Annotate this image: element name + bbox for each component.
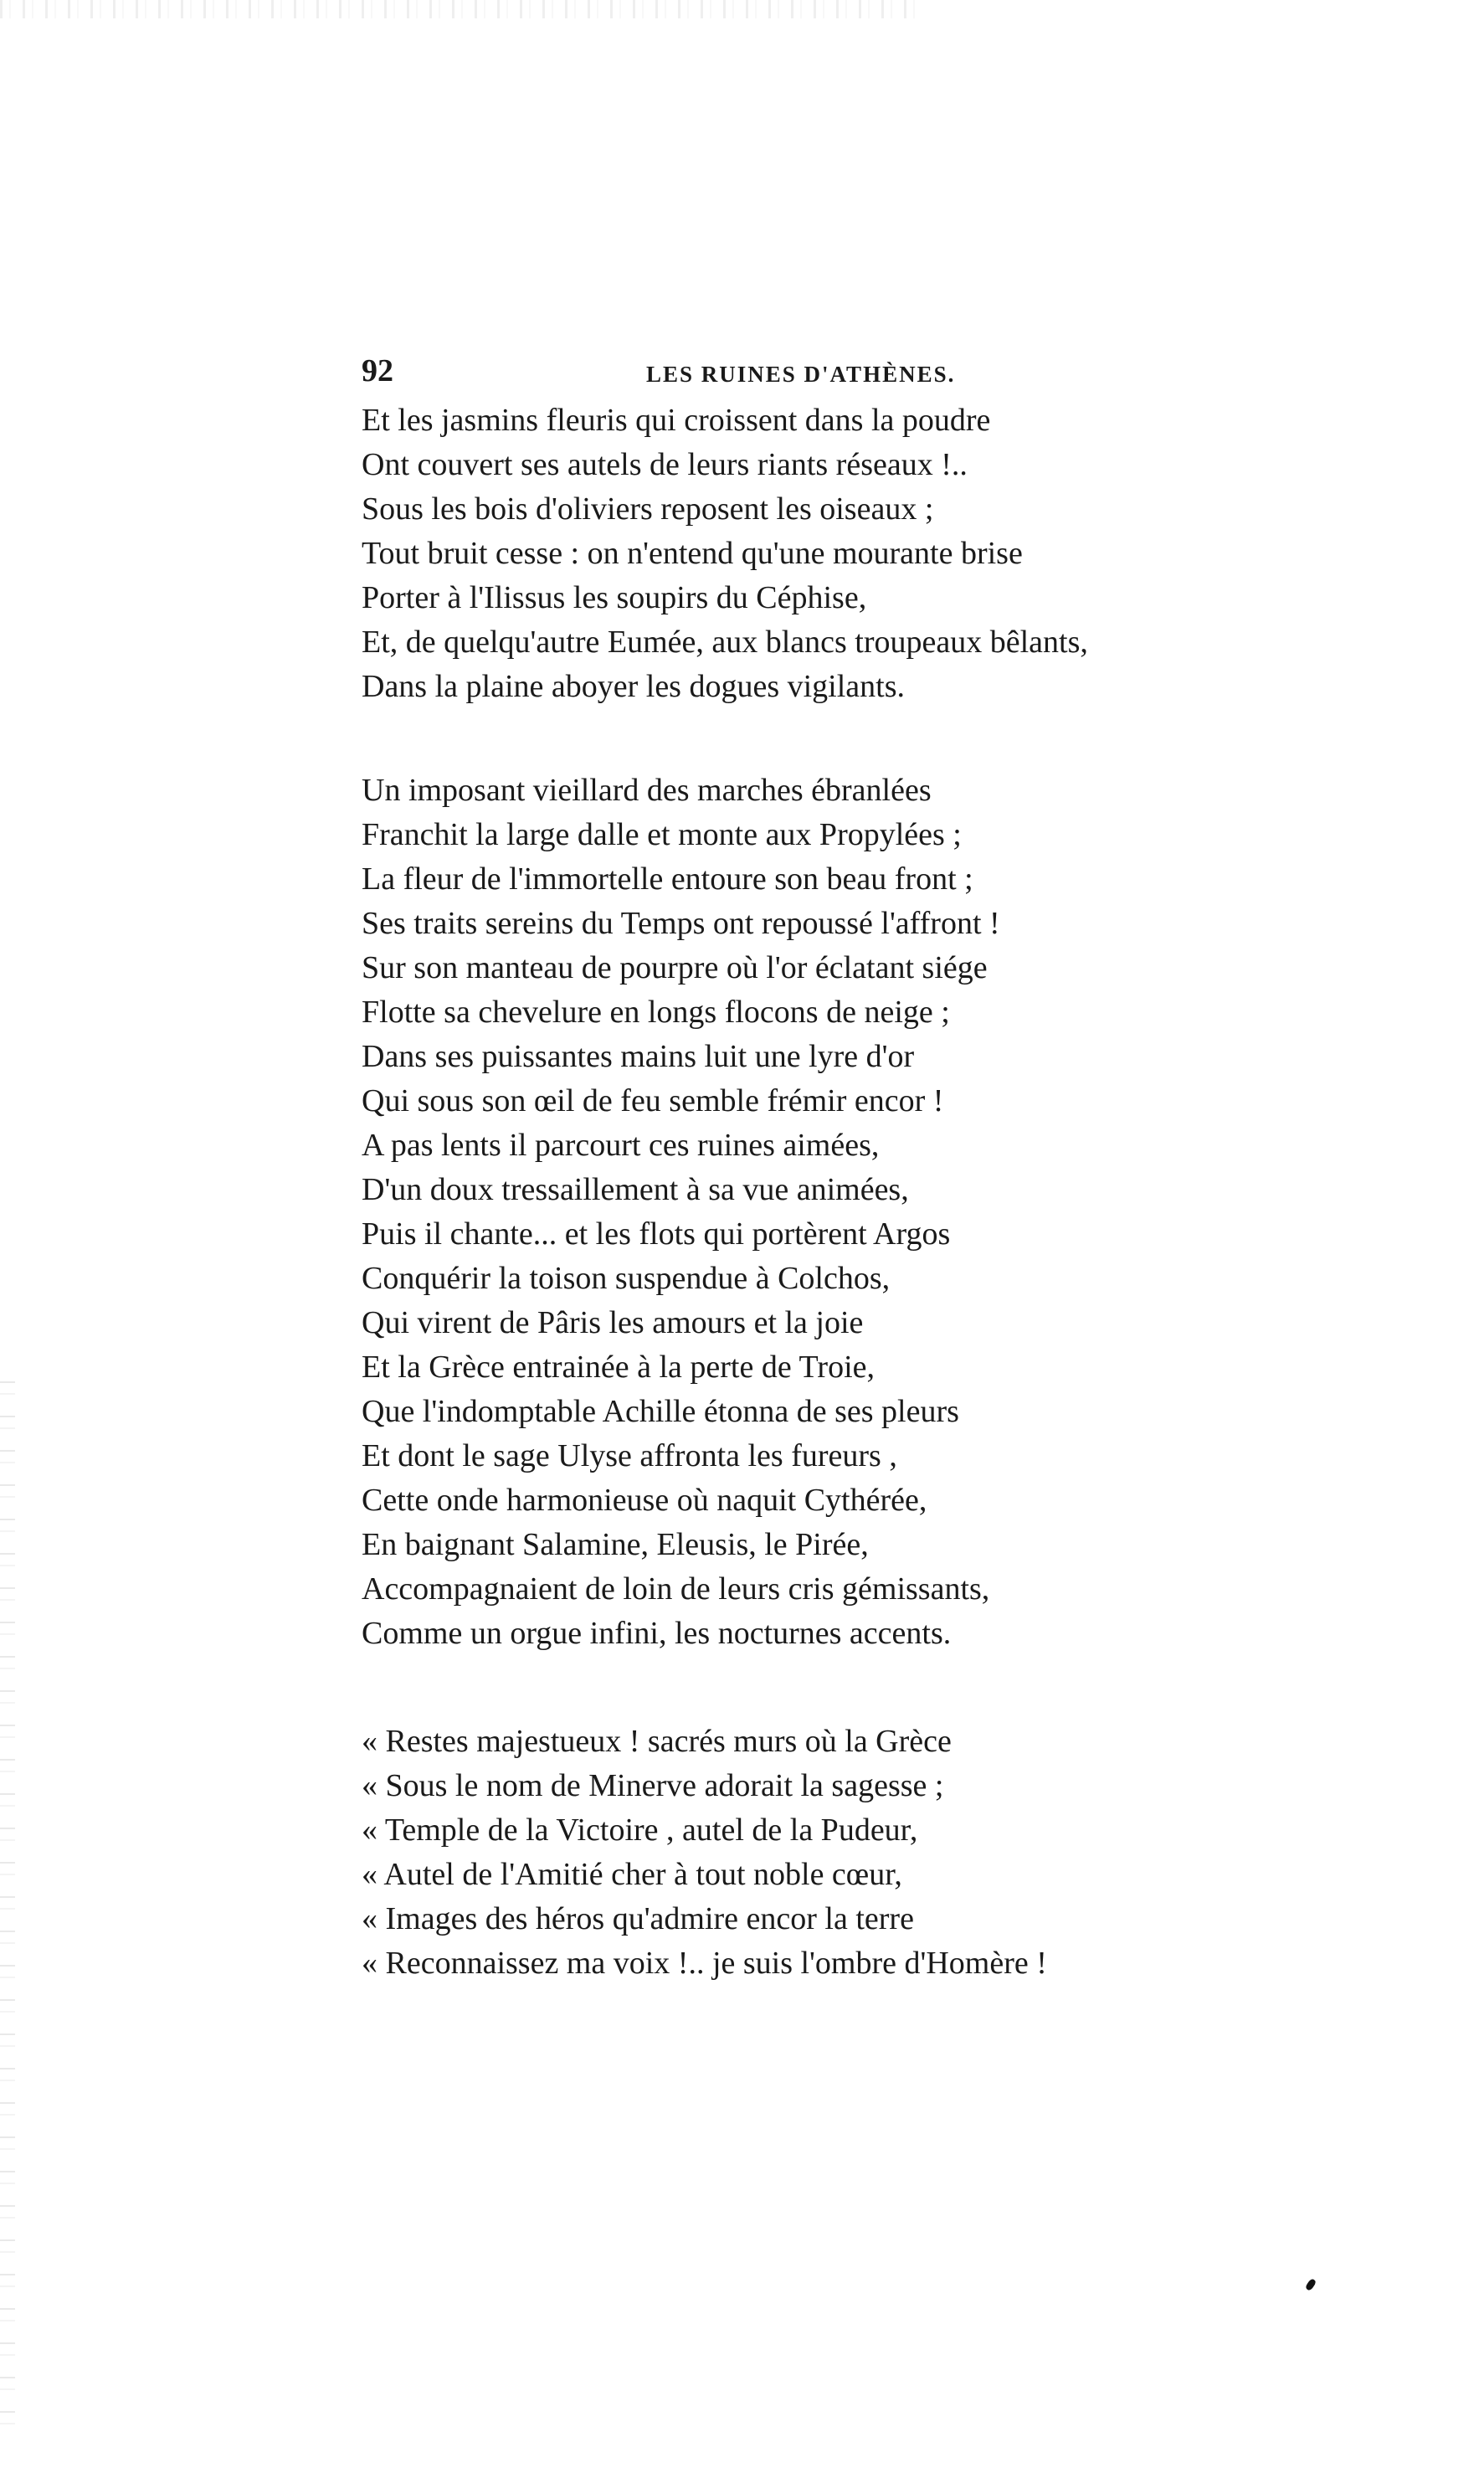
ink-speck [1305, 2278, 1317, 2291]
stanza-3 [362, 1720, 1366, 1986]
verse-line: Tout bruit cesse : on n'entend qu'une mourante brise [362, 536, 1023, 571]
verse-line: Cette onde harmonieuse où naquit Cythérée, [362, 1483, 927, 1518]
verse-line: Flotte sa chevelure en longs flocons de neige ; [362, 995, 950, 1030]
verse-line: « Autel de l'Amitié cher à tout noble cœur, [362, 1857, 902, 1892]
verse-line: Et dont le sage Ulyse affronta les fureurs , [362, 1438, 897, 1473]
verse-line: Dans ses puissantes mains luit une lyre d'or [362, 1039, 915, 1074]
verse-line: Ont couvert ses autels de leurs riants réseaux !.. [362, 447, 968, 482]
verse-line: « Sous le nom de Minerve adorait la sagesse ; [362, 1768, 944, 1803]
stanza-2 [362, 769, 1366, 1656]
stanza-1 [362, 398, 1366, 709]
page-number: 92 [362, 353, 393, 388]
verse-line: Qui virent de Pâris les amours et la joie [362, 1305, 864, 1340]
verse-line: Dans la plaine aboyer les dogues vigilants. [362, 669, 906, 704]
running-title: LES RUINES D'ATHÈNES. [646, 362, 956, 387]
verse-line: La fleur de l'immortelle entoure son beau front ; [362, 861, 973, 897]
verse-line: Que l'indomptable Achille étonna de ses pleurs [362, 1394, 959, 1429]
verse-line: A pas lents il parcourt ces ruines aimées, [362, 1128, 880, 1163]
verse-line: Qui sous son œil de feu semble frémir encor ! [362, 1083, 944, 1118]
scan-noise-top [0, 0, 921, 18]
verse-line: Comme un orgue infini, les nocturnes accents. [362, 1616, 952, 1651]
verse-line: Porter à l'Ilissus les soupirs du Céphise, [362, 580, 867, 615]
verse-line: Puis il chante... et les flots qui portèrent Argos [362, 1216, 951, 1252]
verse-line: D'un doux tressaillement à sa vue animées, [362, 1172, 909, 1207]
scan-noise-left [0, 1381, 15, 2428]
verse-line: Franchit la large dalle et monte aux Propylées ; [362, 817, 962, 852]
verse-line: Et, de quelqu'autre Eumée, aux blancs troupeaux bêlants, [362, 625, 1088, 660]
verse-line: « Temple de la Victoire , autel de la Pudeur, [362, 1812, 918, 1848]
verse-line: Conquérir la toison suspendue à Colchos, [362, 1261, 891, 1296]
verse-line: Sous les bois d'oliviers reposent les oiseaux ; [362, 491, 934, 527]
verse-line: En baignant Salamine, Eleusis, le Pirée, [362, 1527, 869, 1562]
verse-line: Et la Grèce entrainée à la perte de Troie, [362, 1350, 875, 1385]
verse-line: « Reconnaissez ma voix !.. je suis l'ombre d'Homère ! [362, 1946, 1047, 1981]
verse-line: « Images des héros qu'admire encor la terre [362, 1901, 914, 1936]
verse-line: Ses traits sereins du Temps ont repoussé l'affront ! [362, 906, 1000, 941]
verse-line: « Restes majestueux ! sacrés murs où la Grèce [362, 1724, 952, 1759]
verse-line: Sur son manteau de pourpre où l'or éclatant siége [362, 950, 988, 985]
page-header [362, 350, 998, 392]
verse-line: Et les jasmins fleuris qui croissent dans la poudre [362, 403, 991, 438]
verse-line: Un imposant vieillard des marches ébranlées [362, 773, 932, 808]
verse-line: Accompagnaient de loin de leurs cris gémissants, [362, 1571, 990, 1607]
